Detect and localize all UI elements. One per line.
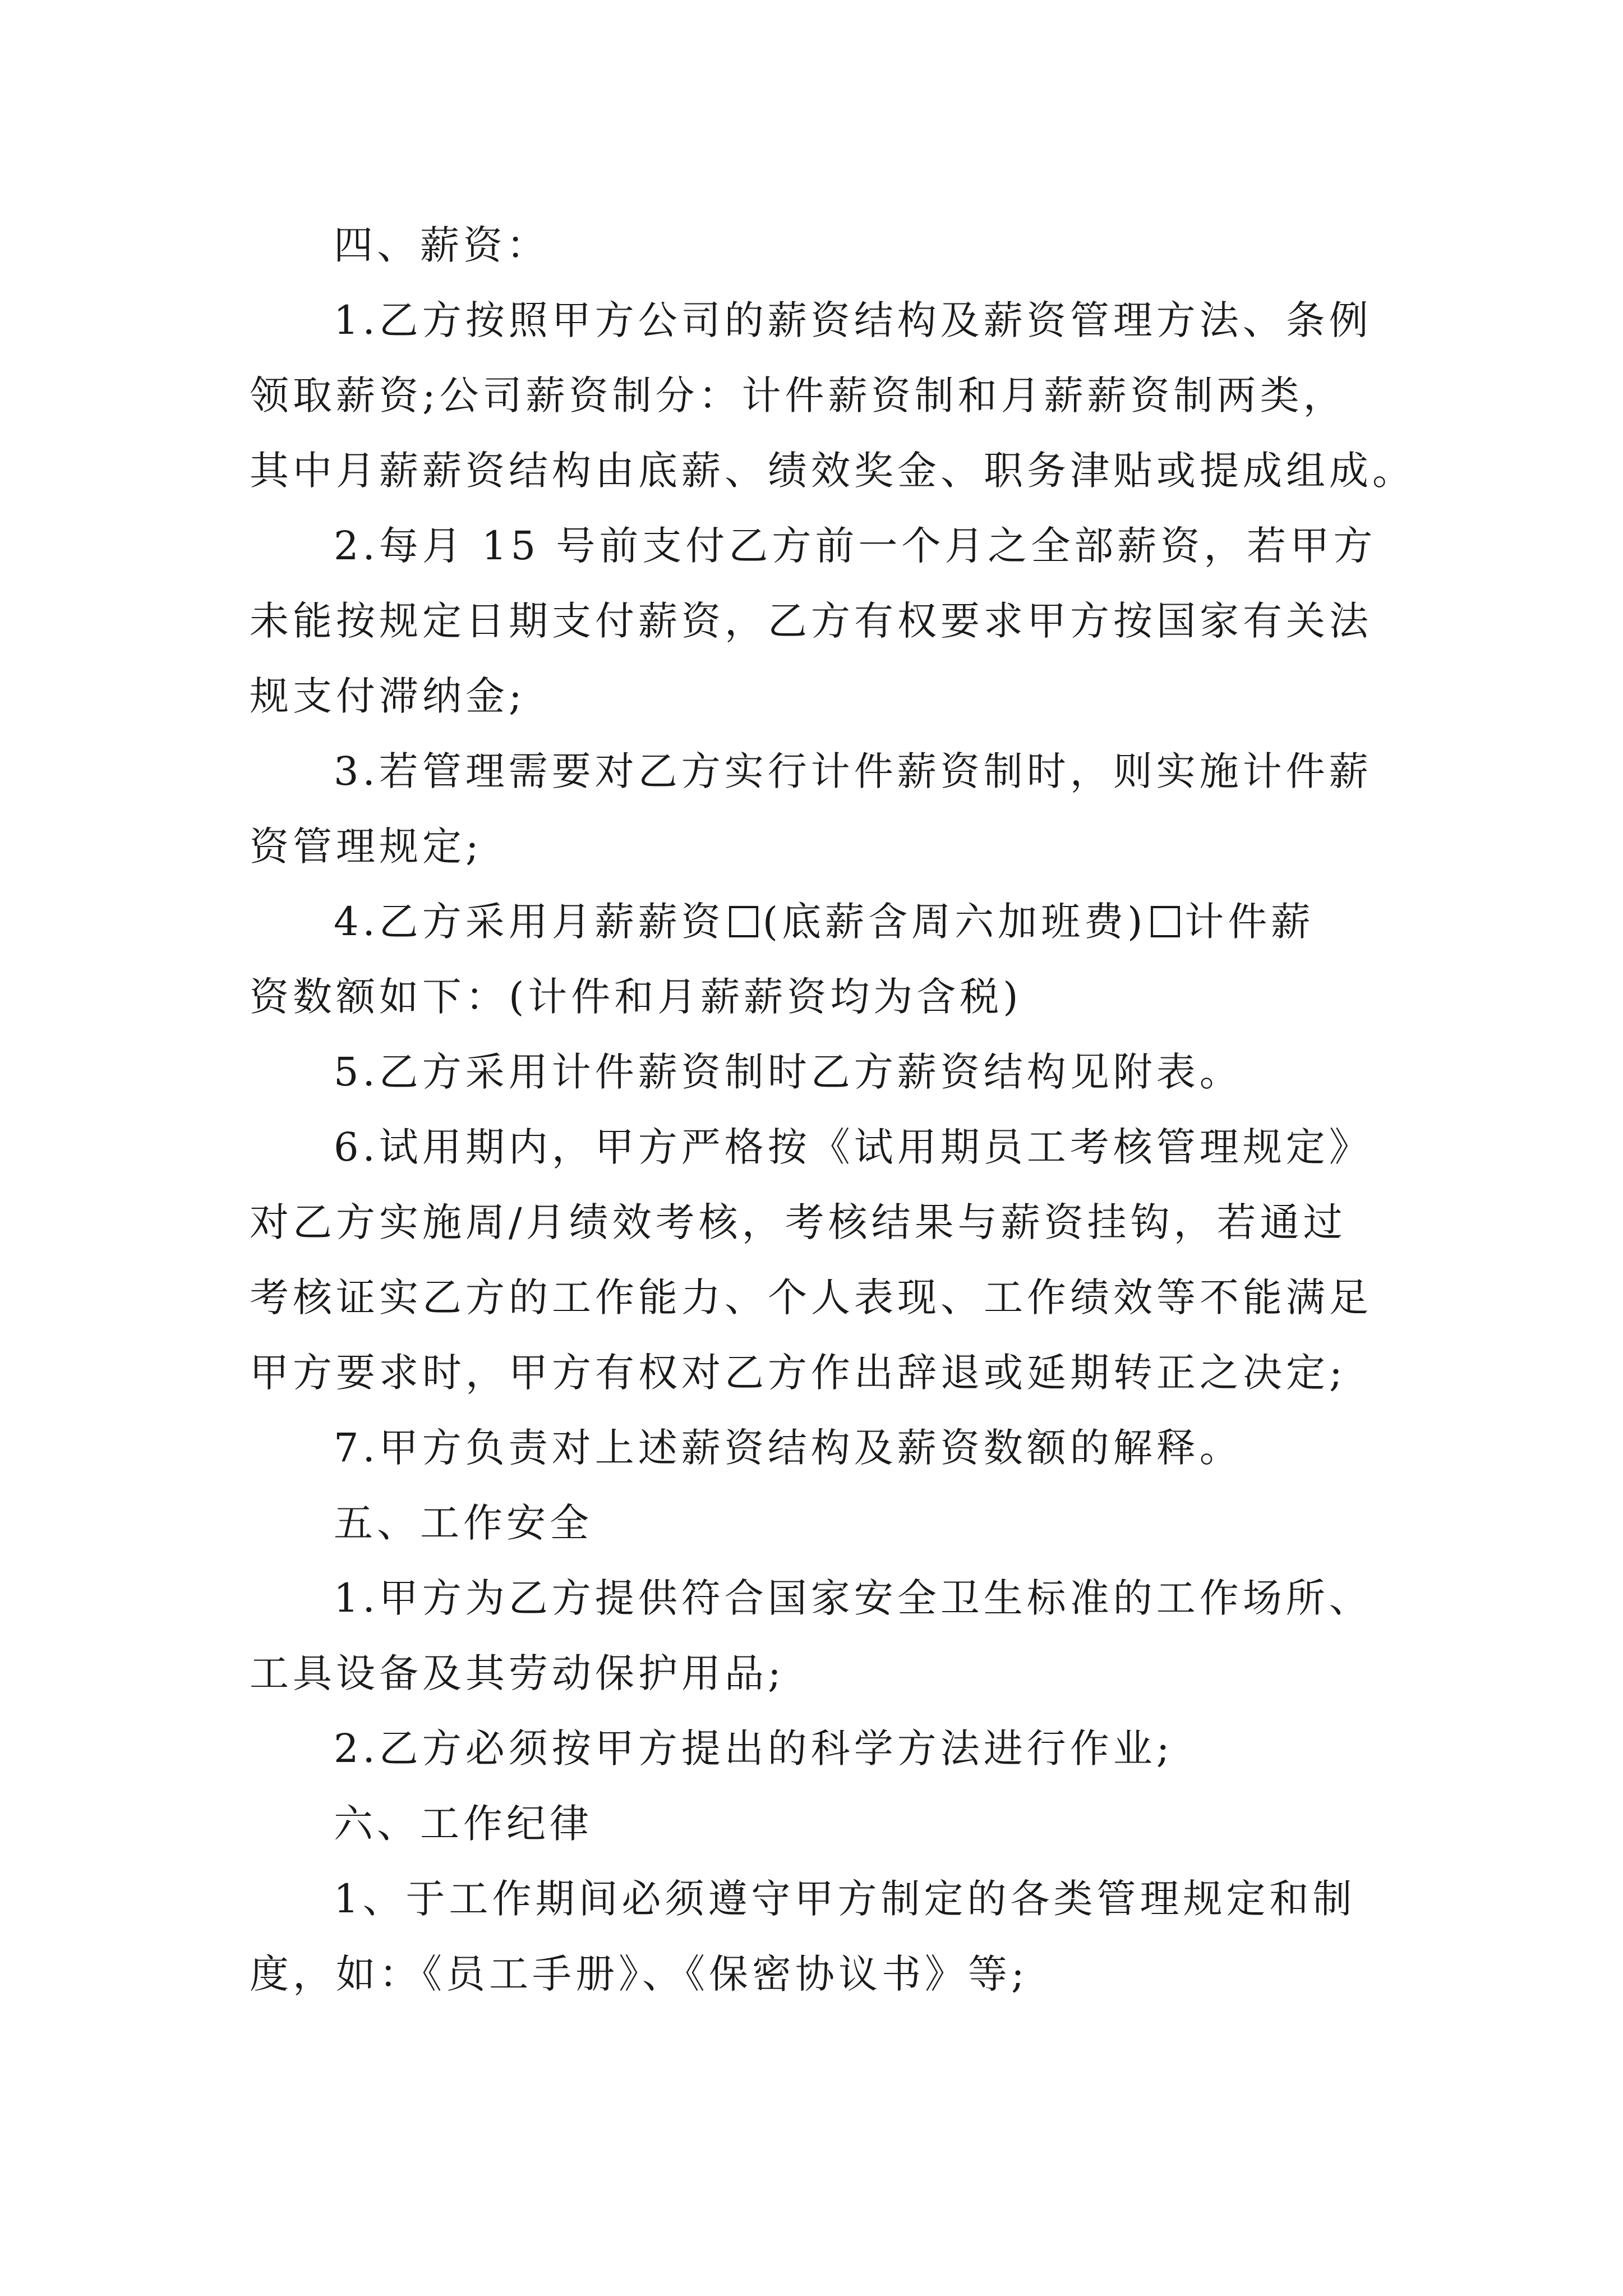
paragraph-line-with-checkboxes xyxy=(250,884,1394,959)
text-segment: 计件薪 xyxy=(1184,899,1315,945)
piece-rate-checkbox[interactable] xyxy=(1151,906,1180,937)
text-segment: 4.乙方采用月薪薪资 xyxy=(334,899,725,945)
paragraph-line: 对乙方实施周/月绩效考核，考核结果与薪资挂钩，若通过 xyxy=(250,1199,1347,1245)
paragraph-line: 资管理规定; xyxy=(250,823,483,869)
paragraph-line: 7.甲方负责对上述薪资结构及薪资数额的解释。 xyxy=(334,1425,1243,1471)
section-heading-salary: 四、薪资： xyxy=(334,222,550,268)
paragraph-line: 规支付滞纳金; xyxy=(250,673,526,719)
paragraph-line: 2.每月 15 号前支付乙方前一个月之全部薪资，若甲方 xyxy=(334,523,1377,569)
section-heading-work-safety: 五、工作安全 xyxy=(334,1500,593,1546)
paragraph-line: 未能按规定日期支付薪资，乙方有权要求甲方按国家有关法 xyxy=(250,598,1372,644)
document-page xyxy=(250,208,1415,2012)
paragraph-line: 甲方要求时，甲方有权对乙方作出辞退或延期转正之决定; xyxy=(250,1350,1347,1396)
paragraph-line: 5.乙方采用计件薪资制时乙方薪资结构见附表。 xyxy=(334,1049,1243,1095)
monthly-salary-checkbox[interactable] xyxy=(729,906,758,937)
paragraph-line: 度，如：《员工手册》、《保密协议书》等; xyxy=(250,1951,1029,1997)
paragraph-line: 1、于工作期间必须遵守甲方制定的各类管理规定和制 xyxy=(334,1876,1356,1922)
text-segment: (底薪含周六加班费) xyxy=(762,899,1147,945)
paragraph-line: 考核证实乙方的工作能力、个人表现、工作绩效等不能满足 xyxy=(250,1274,1372,1320)
section-heading-work-discipline: 六、工作纪律 xyxy=(334,1801,593,1847)
paragraph-line: 工具设备及其劳动保护用品; xyxy=(250,1650,785,1696)
paragraph-line: 资数额如下：(计件和月薪薪资均为含税) xyxy=(250,974,1022,1020)
paragraph-line: 1.乙方按照甲方公司的薪资结构及薪资管理方法、条例 xyxy=(334,297,1372,343)
paragraph-line: 2.乙方必须按甲方提出的科学方法进行作业; xyxy=(334,1726,1174,1772)
paragraph-line: 领取薪资;公司薪资制分：计件薪资制和月薪薪资制两类， xyxy=(250,372,1347,418)
paragraph-line: 3.若管理需要对乙方实行计件薪资制时，则实施计件薪 xyxy=(334,748,1372,794)
paragraph-line: 其中月薪薪资结构由底薪、绩效奖金、职务津贴或提成组成。 xyxy=(250,448,1415,494)
paragraph-line: 6.试用期内，甲方严格按《试用期员工考核管理规定》 xyxy=(334,1124,1372,1170)
paragraph-line: 1.甲方为乙方提供符合国家安全卫生标准的工作场所、 xyxy=(334,1575,1372,1621)
